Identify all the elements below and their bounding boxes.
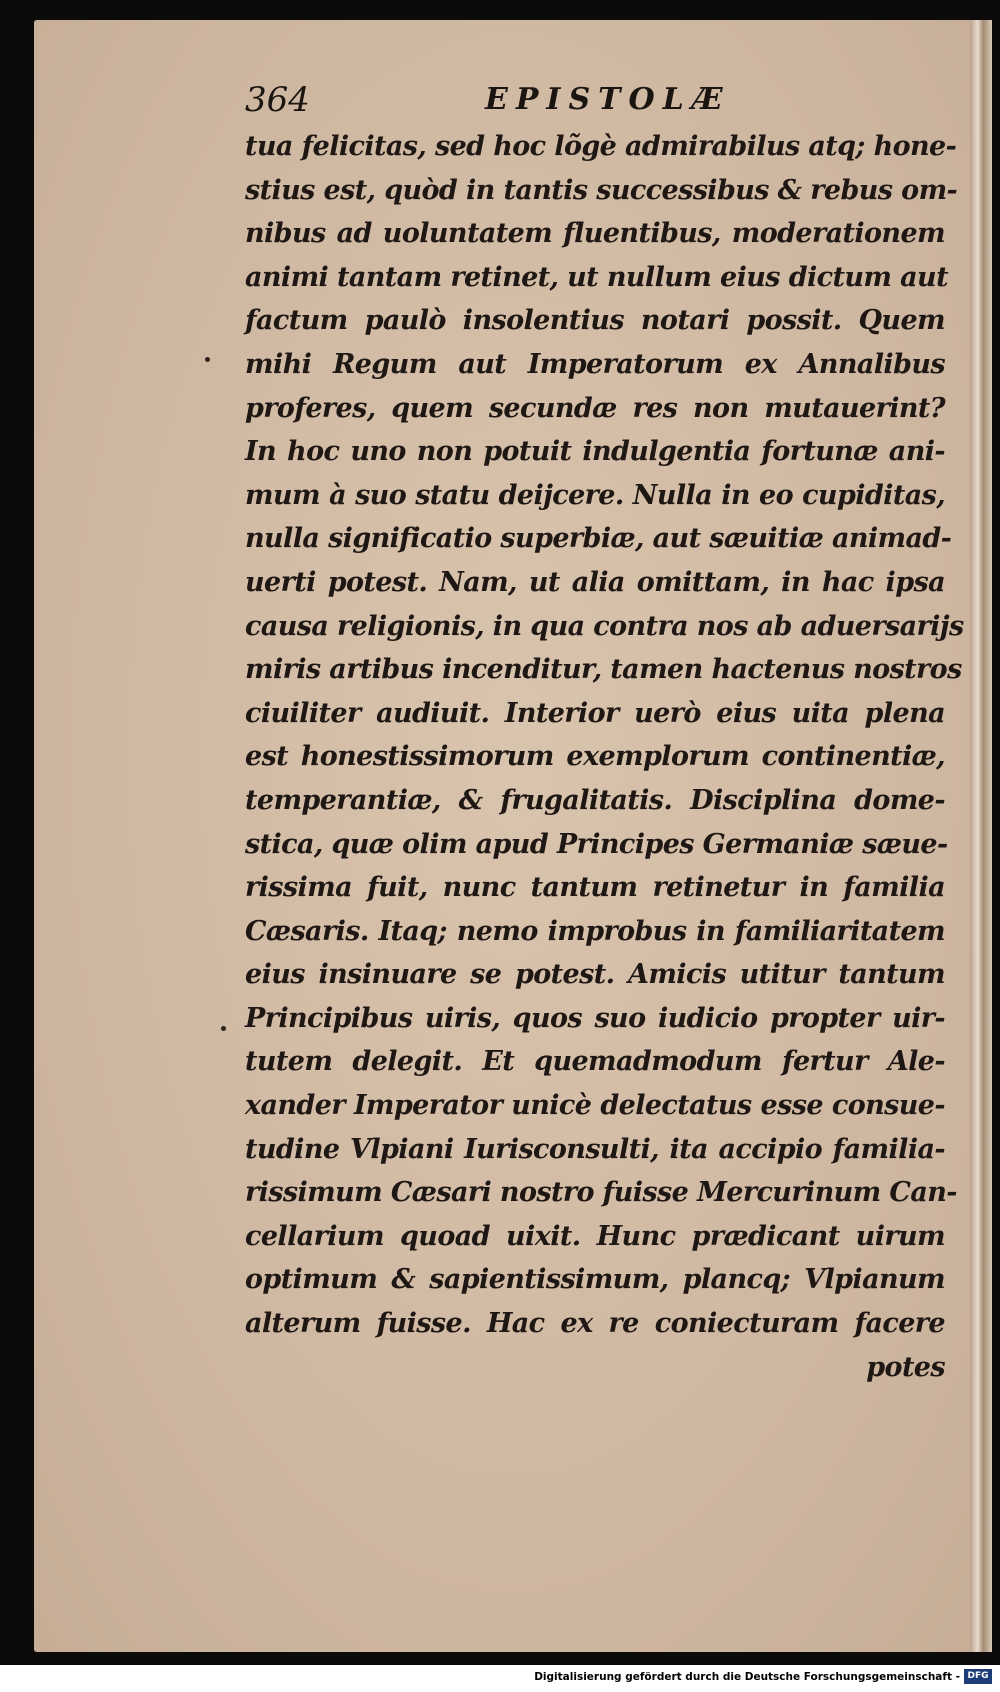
text-line: miris artibus incenditur, tamen hactenus nostros [245, 654, 962, 686]
text-line: stius est, quòd in tantis successibus & rebus om- [245, 174, 958, 206]
margin-mark [221, 1026, 226, 1031]
text-line: animi tantam retinet, ut nullum eius dictum aut [245, 261, 948, 293]
text-line: rissimum Cæsari nostro fuisse Mercurinum Can- [245, 1177, 957, 1209]
footer-credit: Digitalisierung gefördert durch die Deutsche Forschungsgemeinschaft - [534, 1671, 960, 1683]
text-line: eius insinuare se potest. Amicis utitur tantum [245, 959, 945, 991]
text-line: factum paulò insolentius notari possit. Quem [245, 305, 945, 337]
text-line: temperantiæ, & frugalitatis. Disciplina dome- [245, 784, 945, 816]
text-line: mum à suo statu deijcere. Nulla in eo cupiditas, [245, 479, 945, 511]
text-line: xander Imperator unicè delectatus esse consue- [245, 1090, 945, 1122]
text-line: causa religionis, in qua contra nos ab aduersarijs [245, 610, 964, 642]
text-line: tudine Vlpiani Iurisconsulti, ita accipio familia- [245, 1133, 945, 1165]
text-line: tutem delegit. Et quemadmodum fertur Ale- [245, 1046, 945, 1078]
text-line: proferes, quem secundæ res non mutauerint? [245, 392, 945, 424]
text-line: cellarium quoad uixit. Hunc prædicant uirum [245, 1220, 945, 1252]
text-line: alterum fuisse. Hac ex re coniecturam facere [245, 1308, 945, 1340]
running-title: EPISTOLÆ [485, 82, 731, 117]
text-line: uerti potest. Nam, ut alia omittam, in hac ipsa [245, 566, 945, 598]
text-line: nulla significatio superbiæ, aut sæuitiæ animad- [245, 523, 952, 555]
text-line: nibus ad uoluntatem fluentibus, moderationem [245, 218, 945, 250]
page-number: 364 [245, 80, 310, 120]
text-line: tua felicitas, sed hoc lõgè admirabilus atq; hone- [245, 131, 957, 162]
text-line: rissima fuit, nunc tantum retinetur in familia [245, 872, 945, 904]
text-line: optimum & sapientissimum, plancq; Vlpianum [245, 1264, 945, 1296]
margin-mark [205, 357, 210, 362]
text-line: In hoc uno non potuit indulgentia fortunæ ani- [245, 436, 945, 468]
text-line: stica, quæ olim apud Principes Germaniæ sæue- [245, 828, 948, 860]
catchword: potes [866, 1351, 945, 1383]
digitization-footer [0, 1665, 1000, 1692]
text-line: Principibus uiris, quos suo iudicio propter uir- [245, 1002, 945, 1034]
text-line: Cæsaris. Itaq; nemo improbus in familiaritatem [245, 915, 945, 947]
text-line: est honestissimorum exemplorum continentiæ, [245, 741, 945, 773]
dfg-logo-icon: DFG [964, 1669, 992, 1684]
page-fore-edge [970, 20, 992, 1652]
text-line: mihi Regum aut Imperatorum ex Annalibus [245, 348, 945, 380]
text-line: ciuiliter audiuit. Interior uerò eius uita plena [245, 697, 945, 729]
body-text [245, 125, 964, 1389]
running-head [245, 80, 765, 130]
